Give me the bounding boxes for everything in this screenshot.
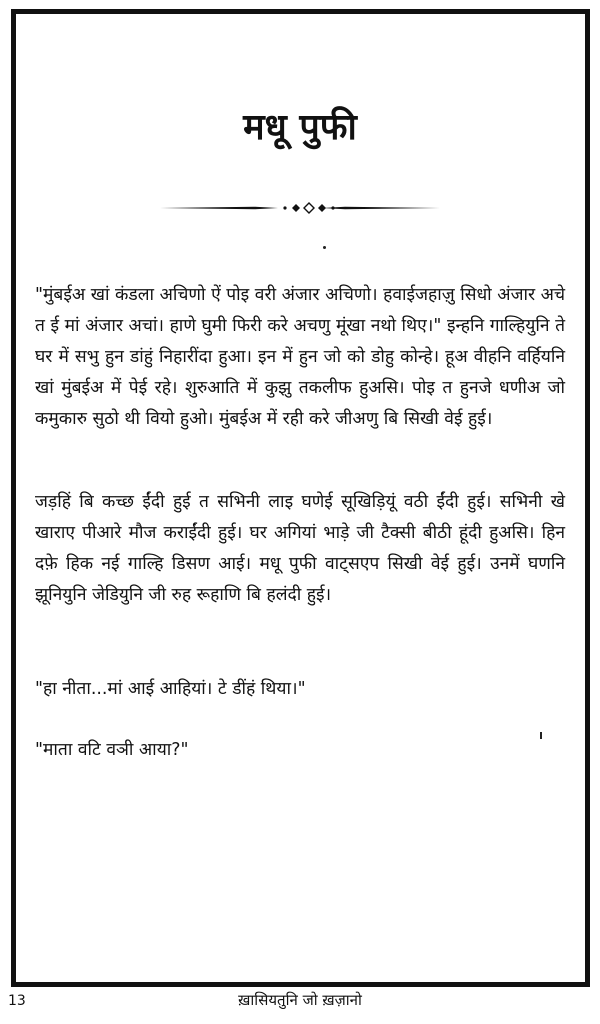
paragraph: "मुंबईअ खां कंडला अचिणो ऐं पोइ वरी अंजार अचिणो। हवाईजहाज़ु सिधो अंजार अचे त ई मां अंजार अचां। हाणे घुमी फिरी करे अचणु मूंखा नथो थिए।" इन्हनि गाल्हियुनि ते घर में सभु हुन डांहुं निहारींदा हुआ। इन में हुन जो को डोहु कोन्हे। हूअ वीहनि वर्हियनि खां मुंबईअ में पेई रहे। शुरुआति में कुझु तकलीफ हुअसि। पोइ त हुनजे धणीअ जो कमुकारु सुठो थी वियो हुओ। मुंबईअ में रही करे जीअणु बि सिखी वेई हुई। [35, 285, 565, 429]
dialogue-line: "हा नीता...मां आई आहियां। टे डींहं थिया।" [35, 679, 306, 699]
paragraph: जड़हिं बि कच्छ ईंदी हुई त सभिनी लाइ घणेई सूखिड़ियूं वठी ईंदी हुई। सभिनी खे खाराए पीआरे मौज कराईंदी हुई। घर अगियां भाड़े जी टैक्सी बीठी हूंदी हुअसि। हिन दफ़े हिक नई गाल्हि डिसण आई। मधू पुफी वाट्सएप सिखी वेई हुई। उनमें घणनि झूनियुनि जेडियुनि जी रुह रूहाणि बि हलंदी हुई। [35, 492, 565, 605]
chapter-title: मधू पुफी [243, 107, 357, 148]
paragraph-1-container [35, 280, 565, 435]
stray-mark [540, 732, 542, 739]
page-number: 13 [8, 993, 26, 1009]
dialogue-line: "माता वटि वञी आया?" [35, 740, 189, 760]
running-footer-title: ख़ासियतुनि जो ख़ज़ानो [238, 991, 362, 1009]
stray-mark [323, 246, 326, 249]
ornament-divider [160, 197, 440, 219]
